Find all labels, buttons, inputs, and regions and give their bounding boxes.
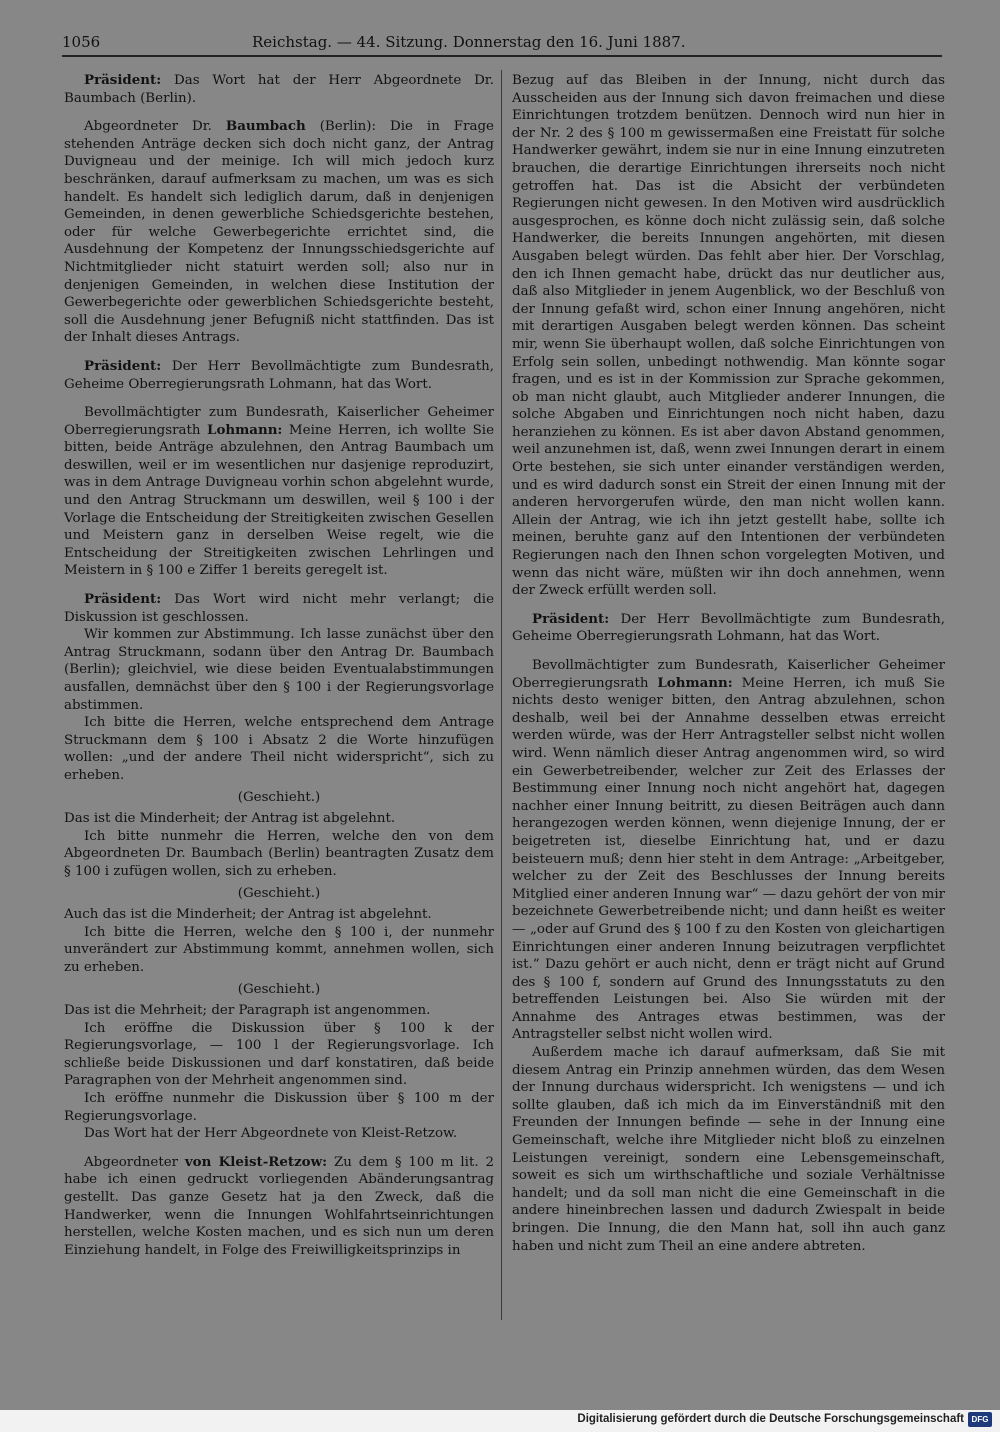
speaker-role: Bevollmächtigter zum Bundesrath, Kaiserlicher Geheimer Oberregierungsrath: [512, 658, 945, 691]
paragraph-text: Wir kommen zur Abstimmung. Ich lasse zunächst über den Antrag Struckmann, sodann über den Antrag Dr. Baumbach (Berlin); gleichviel, wie diese beiden Eventualabstimmungen ausfallen, demnächst über den § 100 i der Regierungsvorlage abstimmen.: [64, 627, 494, 713]
speaker-name: Lohmann:: [207, 421, 283, 438]
paragraph: [64, 789, 494, 807]
paragraph: [64, 828, 494, 881]
paragraph-text: Das Wort hat der Herr Abgeordnete von Kleist-Retzow.: [84, 1126, 458, 1142]
speaker-name: Präsident:: [84, 357, 162, 374]
header-rule: [62, 55, 942, 57]
paragraph-text: Ich bitte die Herren, welche entsprechend dem Antrage Struckmann dem § 100 i Absatz 2 die Worte hinzufügen wollen: „und der andere Theil nicht widerspricht“, sich zu erheben.: [64, 715, 494, 783]
paragraph-text: Das Wort wird nicht mehr verlangt; die Diskussion ist geschlossen.: [64, 592, 494, 625]
paragraph: [64, 1125, 494, 1143]
paragraph: [64, 118, 494, 347]
paragraph-text: Das ist die Mehrheit; der Paragraph ist angenommen.: [64, 1003, 431, 1019]
running-title: Reichstag. — 44. Sitzung. Donnerstag den 16. Juni 1887.: [252, 33, 686, 51]
paragraph: [64, 981, 494, 999]
paragraph-text: Ich eröffne nunmehr die Diskussion über § 100 m der Regierungsvorlage.: [64, 1091, 494, 1124]
paragraph-text: Der Herr Bevollmächtigte zum Bundesrath, Geheime Oberregierungsrath Lohmann, hat das Wort.: [64, 358, 494, 392]
paragraph-text: Ich eröffne die Diskussion über § 100 k der Regierungsvorlage, — 100 l der Regierungsvorlage. Ich schließe beide Diskussionen und darf konstatiren, daß beide Paragraphen von der Mehrheit angenommen sind.: [64, 1020, 494, 1089]
paragraph-text: Der Herr Bevollmächtigte zum Bundesrath, Geheime Oberregierungsrath Lohmann, hat das Wort.: [512, 611, 945, 645]
paragraph: [512, 1044, 945, 1255]
paragraph-text: (Geschieht.): [237, 885, 321, 901]
paragraph: [64, 924, 494, 977]
paragraph-text: (Geschieht.): [237, 789, 321, 805]
paragraph: [64, 358, 494, 393]
paragraph-text: (Berlin): Die in Frage stehenden Anträge decken sich doch nicht ganz, der Antrag Duvigneau und der meinige. Ich will mich jedoch kurz beschränken, darauf aufmerksam zu machen, um was es sich handelt. Es handelt sich lediglich darum, daß in denjenigen Gemeinden, in denen gewerbliche Schiedsgerichte bestehen, oder für welche Gewerbegerichte errichtet sind, die Ausdehnung der Kompetenz der Innungsschiedsgerichte auf Nichtmitglieder nicht statuirt werden soll; also nur in denjenigen Gemeinden, in welchen diese Institution der Gewerbegerichte oder gewerblichen Schiedsgerichte besteht, soll die Ausdehnung jener Befugniß nicht stattfinden. Das ist der Inhalt dieses Antrags.: [64, 119, 494, 346]
speaker-role: Bevollmächtigter zum Bundesrath, Kaiserlicher Geheimer Oberregierungsrath: [64, 405, 494, 438]
speaker-name: Baumbach: [225, 118, 306, 135]
speaker-name: von Kleist-Retzow:: [184, 1153, 328, 1170]
column-divider: [501, 70, 502, 1320]
paragraph-text: Das ist die Minderheit; der Antrag ist abgelehnt.: [64, 811, 396, 827]
paragraph: [64, 1090, 494, 1125]
paragraph: [64, 810, 494, 828]
paragraph: [512, 657, 945, 1044]
right-column: [512, 72, 945, 1266]
page-header: [62, 33, 942, 57]
paragraph-text: Auch das ist die Minderheit; der Antrag ist abgelehnt.: [64, 907, 432, 923]
paragraph: [64, 72, 494, 107]
speaker-name: Präsident:: [84, 72, 162, 88]
paragraph: [64, 404, 494, 580]
paragraph-text: Meine Herren, ich muß Sie nichts desto weniger bitten, den Antrag abzulehnen, schon deshalb, weil bei der Annahme desselben etwas erreicht werden würde, was der Herr Antragsteller selbst nicht wollen wird. Wenn nämlich dieser Antrag angenommen wird, so wird ein Gewerbetreibender, welcher zur Zeit des Erlasses der Bestimmung einer Innung noch nicht angehört hat, dagegen nachher einer Innung beitritt, zu diesen Beiträgen auch dann herangezogen werden können, wenn diejenige Innung, der er beigetreten ist, dieselbe Einrichtung hat, und er dazu beisteuern muß; denn hier steht in dem Antrage: „Arbeitgeber, welcher zu der Zeit des Beschlusses der Innung bereits Mitglied einer anderen Innung war“ — dazu gehört der von mir bezeichnete Gewerbetreibende nicht; und dann heißt es weiter — „oder auf Grund des § 100 f zu den Kosten von gleichartigen Einrichtungen einer anderen Innung beizutragen verpflichtet ist.“ Dazu gehört er auch nicht, denn er trägt nicht auf Grund des § 100 f, sondern auf Grund des Innungsstatuts zu den betreffenden Leistungen bei. Also Sie würden mit der Annahme des Antrages etwas bestimmen, was der Antragsteller selbst nicht wollen wird.: [512, 675, 945, 1043]
paragraph: [64, 1154, 494, 1260]
paragraph: [64, 714, 494, 784]
paragraph: [64, 1020, 494, 1090]
paragraph: [64, 626, 494, 714]
speaker-name: Lohmann:: [657, 674, 733, 691]
paragraph: [512, 611, 945, 646]
paragraph: [64, 885, 494, 903]
paragraph-text: (Geschieht.): [237, 981, 321, 997]
footer-bar: [0, 1410, 1000, 1432]
paragraph-text: Zu dem § 100 m lit. 2 habe ich einen gedruckt vorliegenden Abänderungsantrag gestellt. Das ganze Gesetz hat ja den Zweck, daß die Handwerker, wenn die Innungen Wohlfahrtseinrichtungen herstellen, welche Kosten machen, und es sich nun um deren Einziehung handelt, in Folge des Freiwilligkeitsprinzips in: [64, 1154, 494, 1258]
funding-note: Digitalisierung gefördert durch die Deutsche Forschungsgemeinschaft: [577, 1413, 964, 1425]
speaker-role: Abgeordneter Dr.: [84, 119, 226, 135]
paragraph-text: Meine Herren, ich wollte Sie bitten, beide Anträge abzulehnen, den Antrag Baumbach um deswillen, weil er im wesentlichen nur dasjenige reproduzirt, was in dem Antrage Duvigneau vorhin schon abgelehnt wurde, und den Antrag Struckmann um deswillen, weil § 100 i der Vorlage die Entscheidung der Streitigkeiten zwischen Gesellen und Meistern ganz in derselben Weise regelt, wie die Entscheidung der Streitigkeiten zwischen Lehrlingen und Meistern in § 100 e Ziffer 1 bereits geregelt ist.: [64, 422, 494, 579]
speaker-name: Präsident:: [84, 591, 162, 608]
paragraph: [64, 591, 494, 626]
page-number: 1056: [62, 33, 101, 51]
speaker-name: Präsident:: [532, 610, 610, 627]
left-column: [64, 72, 494, 1270]
paragraph-text: Bezug auf das Bleiben in der Innung, nicht durch das Ausscheiden aus der Innung sich davon freimachen und diese Einrichtungen trotzdem benützen. Dennoch wird nun hier in der Nr. 2 des § 100 m gewissermaßen eine Freistatt für solche Handwerker gewährt, indem sie nur in eine Innung einzutreten brauchen, die derartige Einrichtungen ihrerseits noch nicht getroffen hat. Das ist die Absicht der verbündeten Regierungen nicht gewesen. In den Motiven wird ausdrücklich ausgesprochen, es könne doch nicht zulässig sein, daß solche Handwerker, die bereits Innungen angehörten, mit diesen Ausgaben belegt würden. Das fehlt aber hier. Der Vorschlag, den ich Ihnen gemacht habe, drückt das nur deutlicher aus, daß also Mitglieder in jenem Augenblick, wo der Beschluß von der Innung gefaßt wird, schon einer Innung angehören, nicht mit derartigen Ausgaben belegt werden können. Das scheint mir, wenn Sie überhaupt wollen, daß solche Einrichtungen von Erfolg sein sollen, unbedingt nothwendig. Man könnte sogar fragen, und es ist in der Kommission zur Sprache gekommen, ob man nicht glaubt, auch Mitglieder anderer Innungen, die solche Abgaben und Einrichtungen noch nicht haben, dazu heranziehen zu können. Es ist aber davon Abstand genommen, weil anzunehmen ist, daß, wenn zwei Innungen derart in einem Orte bestehen, sie sich unter einander verständigen werden, und es wird dadurch sonst ein Streit der einen Innung mit der anderen hervorgerufen würde, den man nicht wollen kann. Allein der Antrag, wie ich ihn jetzt gestellt habe, sollte ich meinen, beruhte ganz auf den Intentionen der verbündeten Regierungen nach den Ihnen schon vorgelegten Motiven, und wenn das nicht wäre, müßten wir ihn doch annehmen, wenn der Zweck erfüllt werden soll.: [512, 73, 945, 599]
paragraph-text: Das Wort hat der Herr Abgeordnete Dr. Baumbach (Berlin).: [64, 73, 494, 106]
paragraph: [64, 1002, 494, 1020]
speaker-role: Abgeordneter: [84, 1154, 185, 1170]
paragraph: [512, 72, 945, 600]
dfg-logo-icon: DFG: [968, 1412, 992, 1427]
paragraph-text: Ich bitte nunmehr die Herren, welche den von dem Abgeordneten Dr. Baumbach (Berlin) beantragten Zusatz dem § 100 i zufügen wollen, sich zu erheben.: [64, 828, 494, 879]
paragraph: [64, 906, 494, 924]
paragraph-text: Ich bitte die Herren, welche den § 100 i, der nunmehr unverändert zur Abstimmung kommt, annehmen wollen, sich zu erheben.: [64, 924, 494, 975]
paragraph-text: Außerdem mache ich darauf aufmerksam, daß Sie mit diesem Antrag ein Prinzip annehmen würden, das dem Wesen der Innung durchaus widerspricht. Ich wenigstens — und ich sollte glauben, daß ich mich da im Einverständniß mit den Freunden der Innungen befinde — sehe in der Innung eine Gemeinschaft, welche ihre Mitglieder nicht bloß zu einzelnen Leistungen vereinigt, sondern eine Lebensgemeinschaft, soweit es sich um wirthschaftliche und soziale Verhältnisse handelt; und da soll man nicht die eine Gemeinschaft in die andere hineinbrechen lassen und dadurch Zwiespalt in beide bringen. Die Innung, die den Mann hat, soll ihn auch ganz haben und nicht zum Theil an eine andere abtreten.: [512, 1045, 945, 1254]
